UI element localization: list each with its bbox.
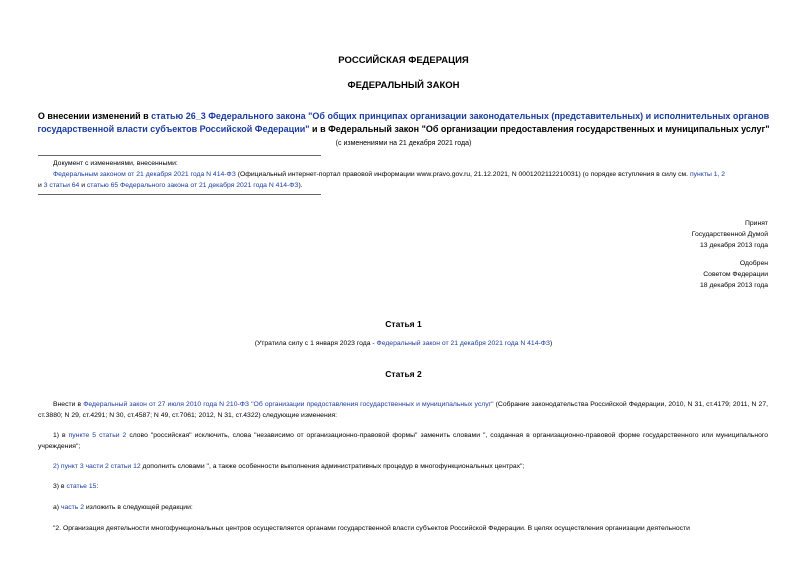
- part-link[interactable]: 3 статьи 64: [43, 182, 80, 189]
- item-3: [38, 481, 768, 492]
- doc-changes-box: [38, 158, 773, 191]
- article-2-intro: [38, 399, 768, 421]
- law-title: [30, 110, 777, 136]
- article-1-note: [0, 338, 807, 349]
- doc-changes-intro: Документ с изменениями, внесенными:: [53, 160, 178, 167]
- item-a-pre: а): [53, 504, 61, 511]
- adopted-date: 13 декабря 2013 года: [700, 242, 768, 249]
- amendment-note: (с изменениями на 21 декабря 2021 года): [335, 140, 472, 147]
- article-1-title: Статья 1: [385, 319, 422, 329]
- item-3-link[interactable]: статье 15: [66, 483, 97, 490]
- item-3-pre: 3) в: [53, 483, 67, 490]
- approved-body: Советом Федерации: [703, 271, 768, 278]
- item-a-link[interactable]: часть 2: [60, 504, 84, 511]
- item-a: [38, 502, 768, 513]
- item-2-link[interactable]: 2) пункт 3 части 2 статьи 12: [53, 463, 141, 470]
- intro-link[interactable]: Федеральный закон от 27 июля 2010 года N 210-ФЗ "Об организации предоставления государственных и муниципальных услуг": [83, 401, 494, 408]
- article-2-title: Статья 2: [385, 369, 422, 379]
- adopted-label: Принят: [744, 220, 768, 227]
- intro-post: (Собрание законодательства Российской Федерации, 2010, N 31, ст.4179; 2011, N 27, ст.3880; N 29, ст.4291; N 30, ст.4587; N 49, ст.7061; 2012, N 31, ст.4322) следующие изменения:: [38, 401, 768, 419]
- country-heading: РОССИЙСКАЯ ФЕДЕРАЦИЯ: [338, 55, 469, 66]
- points-link[interactable]: пункты 1, 2: [689, 171, 726, 178]
- doc-changes-text-2: [38, 180, 773, 191]
- approved-label: Одобрен: [739, 260, 768, 267]
- doc-type-heading: ФЕДЕРАЛЬНЫЙ ЗАКОН: [347, 80, 460, 91]
- item-1-link[interactable]: пункте 5 статьи 2: [68, 432, 127, 439]
- and-text-2: и: [79, 182, 87, 189]
- intro-pre: Внести в: [53, 401, 84, 408]
- and-text: и: [38, 182, 44, 189]
- item-1-pre: 1) в: [53, 432, 69, 439]
- article-1-note-post: ): [550, 340, 553, 347]
- law-title-link[interactable]: статью 26_3 Федерального закона "Об общих принципах организации законодательных (представительных) и исполнительных органов государственной власти субъектов Российской Федерации": [37, 111, 770, 134]
- doc-changes-text: [38, 169, 773, 180]
- quote-paragraph: "2. Организация деятельности многофункциональных центров осуществляется органами государственной власти субъектов Российской Федерации. В целях осуществления организации деятельности: [53, 525, 690, 532]
- amending-law-link[interactable]: Федеральным законом от 21 декабря 2021 года N 414-ФЗ: [53, 171, 236, 178]
- article-1-note-link[interactable]: Федеральный закон от 21 декабря 2021 года N 414-ФЗ: [376, 340, 551, 347]
- item-3-post: :: [96, 483, 99, 490]
- divider-top: [38, 155, 321, 156]
- approved-block: [560, 258, 768, 291]
- item-1: [38, 430, 768, 452]
- item-1-post: слово "российская" исключить, слова "независимо от организационно-правовой формы" заменить словами ", созданная в организационно-правовой форме государственного или муниципального учреждения";: [38, 432, 768, 450]
- article-1-note-pre: (Утратила силу с 1 января 2023 года -: [254, 340, 377, 347]
- source-text: (Официальный интернет-портал правовой информации www.pravo.gov.ru, 21.12.2021, N 0001202112210031) (о порядке вступления в силу см.: [235, 171, 690, 178]
- law-title-part1: О внесении изменений в: [37, 111, 152, 121]
- item-2-post: дополнить словами ", а также особенности выполнения административных процедур в многофункциональных центрах";: [140, 463, 525, 470]
- divider-bottom: [38, 194, 321, 195]
- approved-date: 18 декабря 2013 года: [700, 282, 768, 289]
- adopted-block: [560, 218, 768, 251]
- article-link[interactable]: статью 65 Федерального закона от 21 декабря 2021 года N 414-ФЗ: [86, 182, 299, 189]
- end-text: ).: [298, 182, 303, 189]
- item-a-post: изложить в следующей редакции:: [83, 504, 193, 511]
- item-2: [38, 461, 768, 472]
- adopted-body: Государственной Думой: [691, 231, 768, 238]
- law-title-part2: и в Федеральный закон "Об организации предоставления государственных и муниципальных услуг": [309, 124, 770, 134]
